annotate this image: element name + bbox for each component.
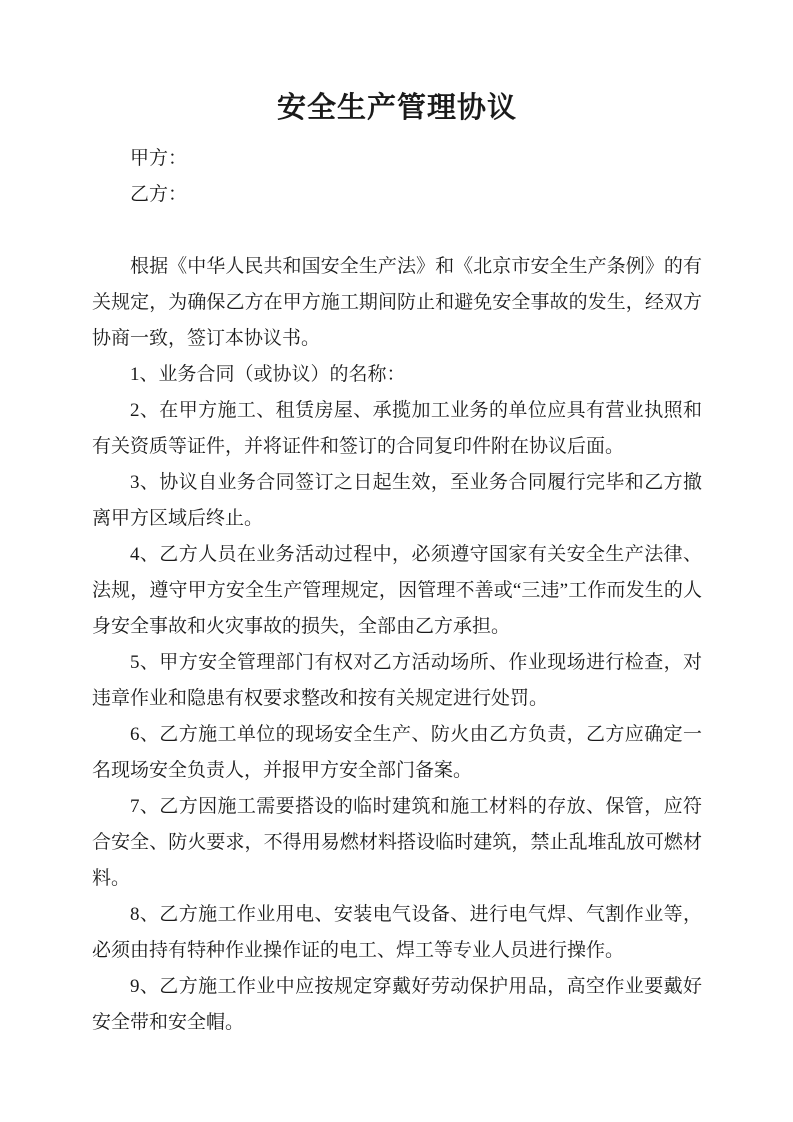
clause-paragraph: 8、乙方施工作业用电、安装电气设备、进行电气焊、气割作业等，必须由持有特种作业操作证的电工、焊工等专业人员进行操作。 — [92, 904, 702, 961]
party-a-line: 甲方： — [130, 148, 188, 169]
clause-paragraph: 6、乙方施工单位的现场安全生产、防火由乙方负责，乙方应确定一名现场安全负责人，并报甲方安全部门备案。 — [92, 724, 702, 781]
document-title: 安全生产管理协议 — [276, 92, 517, 124]
clause-paragraph: 9、乙方施工作业中应按规定穿戴好劳动保护用品，高空作业要戴好安全带和安全帽。 — [92, 976, 702, 1033]
clause-paragraph: 3、协议自业务合同签订之日起生效，至业务合同履行完毕和乙方撤离甲方区域后终止。 — [92, 472, 702, 529]
clause-paragraph: 4、乙方人员在业务活动过程中，必须遵守国家有关安全生产法律、法规，遵守甲方安全生产管理规定，因管理不善或“三违”工作而发生的人身安全事故和火灾事故的损失，全部由乙方承担。 — [92, 544, 702, 637]
party-b-line: 乙方： — [130, 184, 188, 205]
clause-paragraph: 5、甲方安全管理部门有权对乙方活动场所、作业现场进行检查，对违章作业和隐患有权要求整改和按有关规定进行处罚。 — [92, 652, 702, 709]
blank-line — [92, 213, 702, 249]
clause-paragraph: 1、业务合同（或协议）的名称： — [130, 364, 406, 385]
clauses-section — [92, 357, 702, 1041]
clause-paragraph: 2、在甲方施工、租赁房屋、承揽加工业务的单位应具有营业执照和有关资质等证件，并将证件和签订的合同复印件附在协议后面。 — [92, 400, 702, 457]
clause-paragraph: 7、乙方因施工需要搭设的临时建筑和施工材料的存放、保管，应符合安全、防火要求，不得用易燃材料搭设临时建筑，禁止乱堆乱放可燃材料。 — [92, 796, 702, 889]
intro-paragraph: 根据《中华人民共和国安全生产法》和《北京市安全生产条例》的有关规定，为确保乙方在甲方施工期间防止和避免安全事故的发生，经双方协商一致，签订本协议书。 — [92, 256, 702, 349]
